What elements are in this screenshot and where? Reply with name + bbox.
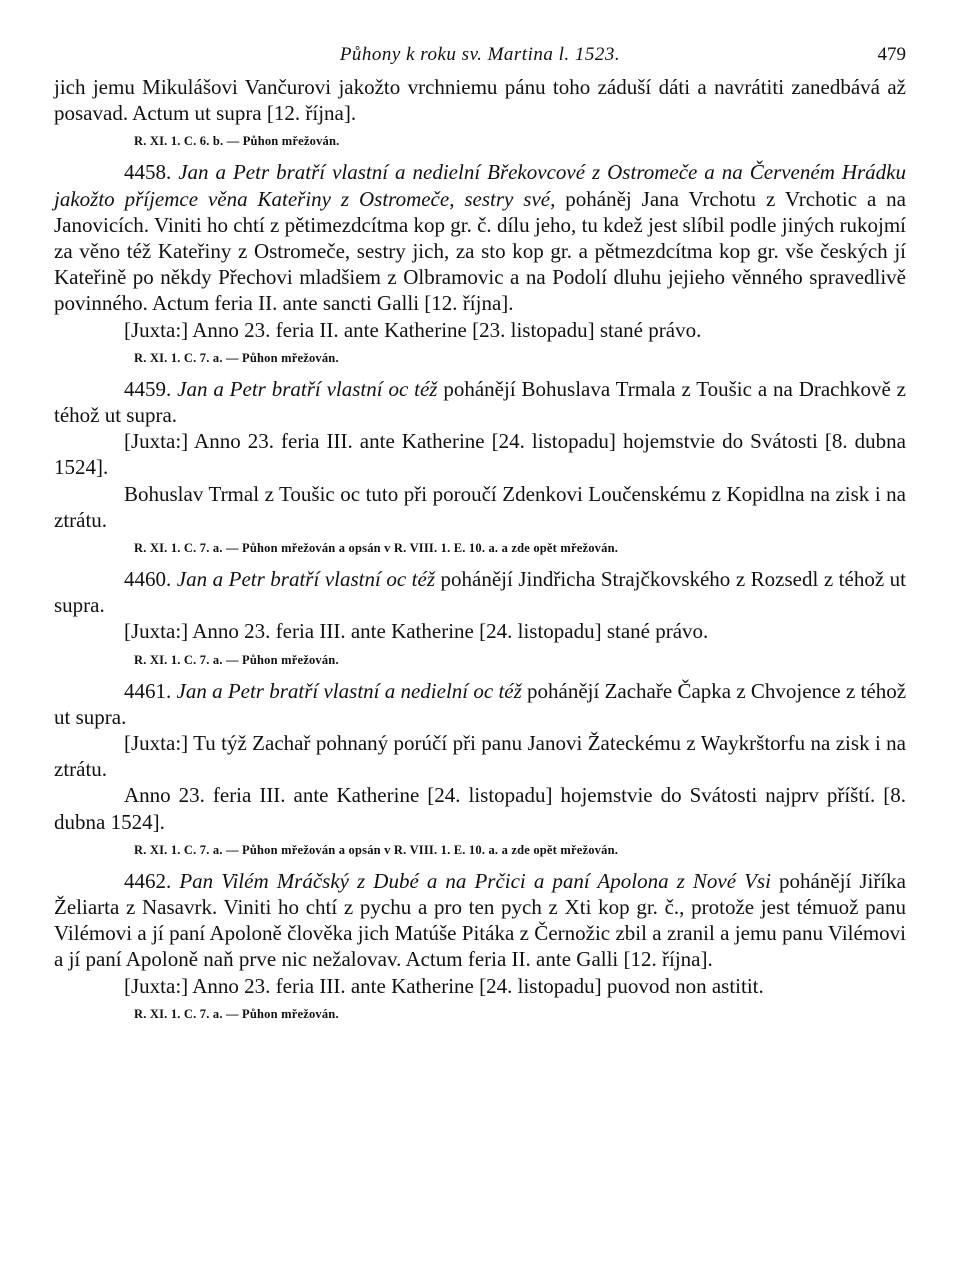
entry-title: Pan Vilém Mráčský z Dubé a na Prčici a paní Apolona z Nové Vsi: [179, 868, 771, 893]
juxta-paragraph: [Juxta:] Tu týž Zachař pohnaný porúčí při panu Janovi Žateckému z Waykrštorfu na zisk i na ztrátu.: [54, 731, 906, 782]
source-note: R. XI. 1. C. 7. a. — Půhon mřežován.: [134, 1006, 339, 1021]
entry-4459: [54, 376, 906, 428]
entry-4460: [54, 566, 906, 618]
entry-title: Jan a Petr bratří vlastní oc též: [176, 567, 435, 592]
paragraph: Bohuslav Trmal z Toušic oc tuto při poroučí Zdenkovi Loučenskému z Kopidlna na zisk i na ztrátu.: [54, 481, 906, 532]
source-note: R. XI. 1. C. 7. a. — Půhon mřežován.: [134, 652, 339, 667]
running-title: Půhony k roku sv. Martina l. 1523.: [339, 44, 621, 65]
entry-text: pohánějí Jiříka Želiarta z Nasavrk. Viniti ho chtí z pychu a pro ten pych z Xti kop gr. č., protože jest témuož panu Vilémovi a jí paní Apoloně člověka jich Matúše Pitáka z Černožic zbil a zranil a jemu panu Vilémovi a jí paní Apoloně naň prve nic nežalovav. Actum feria II. ante Galli [12. října].: [54, 868, 906, 972]
entry-number: 4460.: [124, 567, 172, 592]
entry-text: pohánějí Jindřicha Strajčkovského z Rozsedl z téhož ut supra.: [54, 567, 906, 618]
entry-number: 4458.: [124, 160, 172, 185]
document-page: [54, 44, 906, 1032]
source-note: R. XI. 1. C. 7. a. — Půhon mřežován.: [134, 350, 339, 365]
entry-title: Jan a Petr bratří vlastní a nedielní Břekovcové z Ostromeče a na Červeném Hrádku jakožto příjemce věna Kateřiny z Ostromeče, sestry své,: [54, 160, 906, 211]
juxta-paragraph: [Juxta:] Anno 23. feria II. ante Katherine [23. listopadu] stané právo.: [124, 317, 702, 342]
entry-number: 4461.: [124, 678, 172, 703]
source-note: R. XI. 1. C. 7. a. — Půhon mřežován a opsán v R. VIII. 1. E. 10. a. a zde opět mřežován.: [134, 541, 619, 556]
entry-number: 4459.: [124, 376, 172, 401]
entry-title: Jan a Petr bratří vlastní a nedielní oc též: [176, 678, 522, 703]
source-note: R. XI. 1. C. 6. b. — Půhon mřežován.: [134, 134, 340, 149]
page-header: [54, 44, 906, 74]
entry-number: 4462.: [124, 868, 172, 893]
entry-text: pohánějí Zachaře Čapka z Chvojence z téhož ut supra.: [54, 678, 907, 729]
juxta-paragraph: [Juxta:] Anno 23. feria III. ante Katherine [24. listopadu] puovod non astitit.: [124, 973, 764, 998]
entry-4462: [54, 868, 906, 973]
entry-4461: [54, 678, 906, 730]
juxta-paragraph: [Juxta:] Anno 23. feria III. ante Katherine [24. listopadu] stané právo.: [124, 619, 709, 644]
entry-text: poháněj Jana Vrchotu z Vrchotic a na Janovicích. Viniti ho chtí z pětimezdcítma kop gr. č. dílu jeho, tu kdež jest slíbil podle jiných rukojmí za věno též Kateřiny z Ostromeče, sestry jich, za sto kop gr. a pětmezdcítma kop gr. vše českých jí Kateřině po někdy Přechovi mladšiem z Olbramovic a na Podolí dluhu jejieho věnného spravedlivě povinného. Actum feria II. ante sancti Galli [12. října].: [54, 186, 907, 316]
source-note: R. XI. 1. C. 7. a. — Půhon mřežován a opsán v R. VIII. 1. E. 10. a. a zde opět mřežován.: [134, 842, 619, 857]
entry-title: Jan a Petr bratří vlastní oc též: [177, 376, 438, 401]
paragraph: Anno 23. feria III. ante Katherine [24. listopadu] hojemstvie do Svátosti najprv příští. [8. dubna 1524].: [54, 783, 906, 834]
page-number: 479: [877, 44, 906, 65]
entry-4458: [54, 159, 906, 316]
continued-paragraph: jich jemu Mikulášovi Vančurovi jakožto vrchniemu pánu toho záduší dáti a navrátiti zanedbává až posavad. Actum ut supra [12. října].: [54, 75, 906, 126]
entry-text: pohánějí Bohuslava Trmala z Toušic a na Drachkově z téhož ut supra.: [54, 376, 907, 428]
juxta-paragraph: [Juxta:] Anno 23. feria III. ante Katherine [24. listopadu] hojemstvie do Svátosti [8. dubna 1524].: [54, 429, 906, 480]
